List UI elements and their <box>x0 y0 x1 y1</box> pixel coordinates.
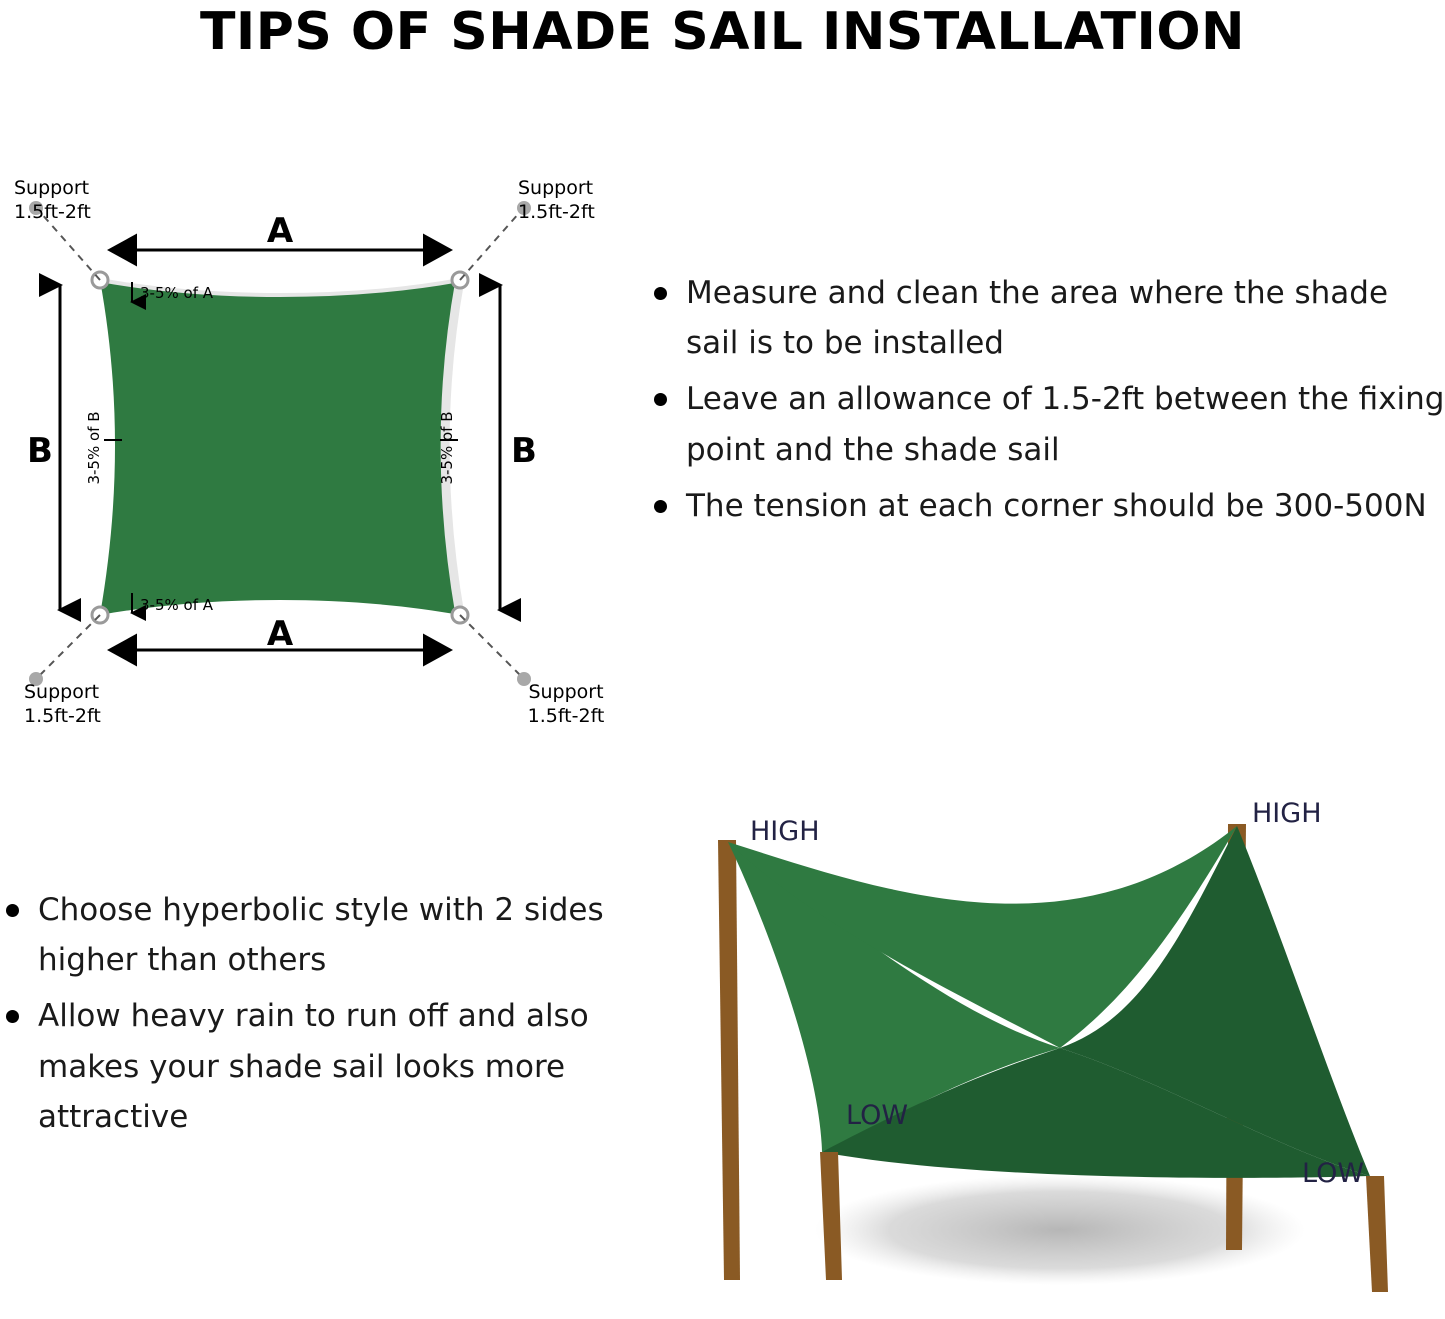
support-label-br-line2: 1.5ft-2ft <box>527 705 605 727</box>
label-curve-bottom: 3-5% of A <box>140 596 214 614</box>
label-low-right: LOW <box>1302 1158 1365 1189</box>
label-curve-left: 3-5% of B <box>85 411 103 485</box>
label-low-left: LOW <box>846 1100 909 1131</box>
label-curve-top: 3-5% of A <box>140 284 214 302</box>
hyperbolic-sail-diagram <box>640 780 1445 1319</box>
installation-tips-list <box>648 268 1445 537</box>
post-high-left <box>718 840 740 1280</box>
label-high-right: HIGH <box>1252 798 1322 829</box>
support-label-tl-line2: 1.5ft-2ft <box>14 201 91 223</box>
label-b-right: B <box>511 431 537 471</box>
list-item: The tension at each corner should be 300-500N <box>648 481 1445 531</box>
rectangular-sail-diagram <box>0 150 660 730</box>
list-item: Choose hyperbolic style with 2 sides higher than others <box>0 885 620 985</box>
label-a-bottom: A <box>266 614 294 654</box>
label-b-left: B <box>27 431 53 471</box>
page-title: TIPS OF SHADE SAIL INSTALLATION <box>199 2 1246 62</box>
hyperbolic-tips-list <box>0 885 620 1148</box>
list-item: Allow heavy rain to run off and also makes your shade sail looks more attractive <box>0 991 620 1142</box>
label-curve-right: 3-5% of B <box>438 411 456 485</box>
label-a-top: A <box>266 211 294 251</box>
sail-shape <box>100 280 460 615</box>
post-low-right <box>1366 1176 1388 1292</box>
support-label-br-line1: Support <box>528 681 604 703</box>
support-label-bl-line1: Support <box>24 681 100 703</box>
label-high-left: HIGH <box>750 816 820 847</box>
list-item: Measure and clean the area where the shade sail is to be installed <box>648 268 1445 368</box>
support-label-bl-line2: 1.5ft-2ft <box>24 705 101 727</box>
support-label-tl-line1: Support <box>14 177 90 199</box>
support-label-tr-line2: 1.5ft-2ft <box>518 201 595 223</box>
post-low-left <box>820 1152 842 1280</box>
list-item: Leave an allowance of 1.5-2ft between the fixing point and the shade sail <box>648 374 1445 474</box>
support-label-tr-line1: Support <box>518 177 594 199</box>
